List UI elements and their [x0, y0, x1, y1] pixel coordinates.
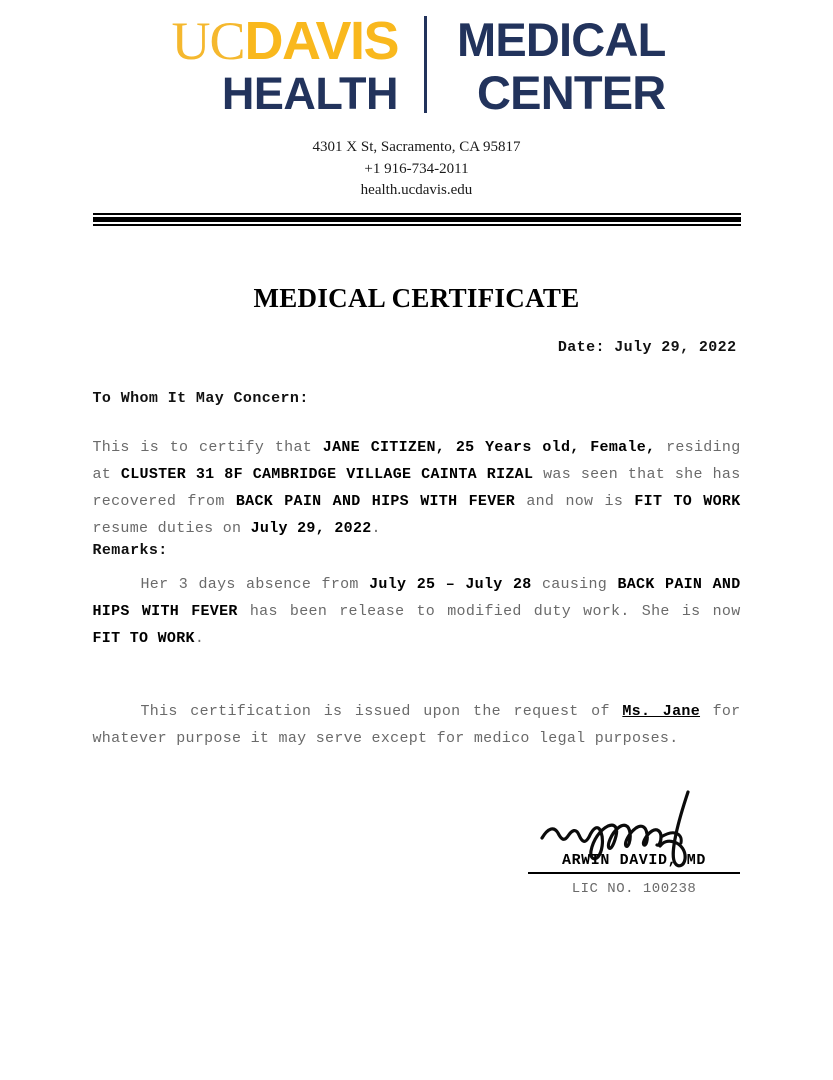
certify-paragraph	[93, 434, 741, 542]
issue-date: Date: July 29, 2022	[557, 339, 737, 357]
now-lead: and now is	[515, 493, 635, 511]
absence-date-range: July 25 – July 28	[369, 576, 532, 594]
certification-lead: This certification is issued upon the request of	[140, 703, 623, 721]
resume-lead: resume duties on	[92, 520, 251, 538]
health-text: HEALTH	[221, 67, 398, 119]
address-website: health.ucdavis.edu	[360, 181, 473, 198]
residing-lead: residing at	[92, 439, 741, 484]
resume-date: July 29, 2022	[250, 520, 372, 538]
ucdavis-health-logo	[106, 11, 424, 119]
header-divider-rule	[93, 213, 741, 226]
clinic-address-block	[0, 137, 833, 201]
ucdavis-wordmark	[171, 11, 398, 72]
remarks-status: FIT TO WORK	[92, 630, 195, 648]
certify-tail: .	[371, 520, 381, 538]
released-lead: has been release to modified duty work. She is now	[237, 603, 741, 621]
requester-name: Ms. Jane	[622, 703, 701, 721]
address-phone: +1 916-734-2011	[364, 160, 469, 177]
remarks-condition: BACK PAIN AND HIPS WITH FEVER	[92, 576, 741, 621]
medical-center-wordmark	[427, 14, 727, 119]
remarks-paragraph	[93, 571, 741, 652]
rule-line-bottom	[93, 224, 741, 226]
remarks-tail: .	[194, 630, 205, 648]
page-title: MEDICAL CERTIFICATE	[253, 283, 580, 314]
letterhead	[91, 0, 743, 119]
medical-text: MEDICAL	[457, 13, 666, 66]
uc-text: UC	[171, 11, 245, 72]
address-street: 4301 X St, Sacramento, CA 95817	[312, 139, 521, 156]
certification-paragraph	[93, 698, 741, 752]
seen-lead: was seen that she has recovered from	[92, 466, 741, 511]
signature-block	[528, 790, 740, 897]
remarks-lead: Her 3 days absence from	[140, 576, 370, 594]
physician-name: ARWIN DAVID, MD	[528, 852, 740, 874]
salutation: To Whom It May Concern:	[92, 390, 309, 408]
diagnosis-condition: BACK PAIN AND HIPS WITH FEVER	[235, 493, 516, 511]
patient-name: JANE CITIZEN, 25 Years old, Female,	[322, 439, 656, 457]
davis-text: DAVIS	[244, 11, 398, 72]
patient-address: CLUSTER 31 8F CAMBRIDGE VILLAGE CAINTA RIZAL	[120, 466, 534, 484]
remarks-label: Remarks:	[92, 542, 168, 560]
fitness-status: FIT TO WORK	[634, 493, 741, 511]
center-text: CENTER	[477, 65, 666, 119]
document-body	[93, 339, 741, 752]
certify-lead: This is to certify that	[92, 439, 323, 457]
certification-tail: for whatever purpose it may serve except for medico legal purposes.	[92, 703, 741, 748]
causing-lead: causing	[531, 576, 618, 594]
handwritten-signature-icon	[528, 790, 740, 852]
physician-license: LIC NO. 100238	[571, 881, 697, 897]
